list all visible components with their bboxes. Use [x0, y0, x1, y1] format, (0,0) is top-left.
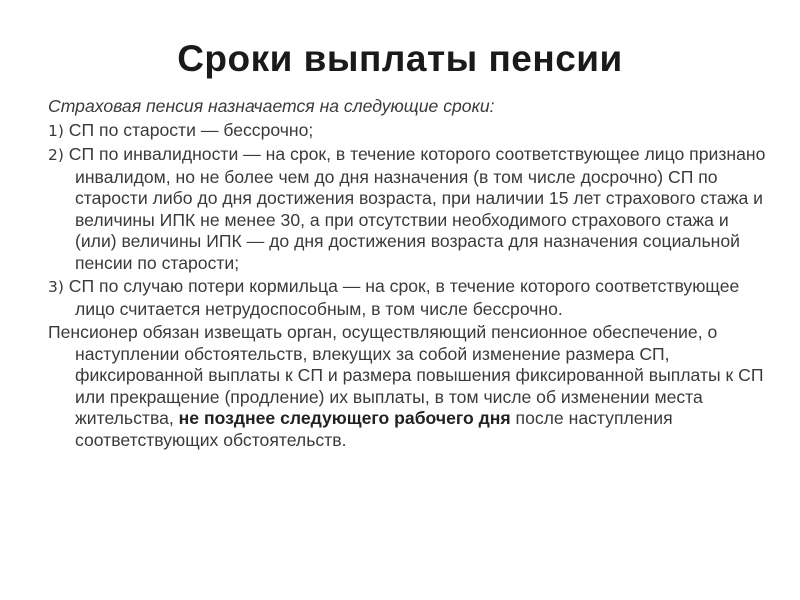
- list-item: [48, 144, 768, 274]
- intro-text: Страховая пенсия назначается на следующие сроки:: [48, 96, 495, 116]
- list-item: [48, 120, 768, 143]
- slide-title: Сроки выплаты пенсии: [177, 38, 623, 79]
- list-item-text: СП по инвалидности — на срок, в течение которого соответствующее лицо признано инвалидом, но не более чем до дня назначения (в том числе досрочно) СП по старости либо до дня достижения возраста, при наличии 15 лет страхового стажа и величины ИПК не менее 30, а при отсутствии необходимого страхового стажа и (или) величины ИПК — до дня достижения возраста для назначения социальной пенсии по старости;: [63, 144, 766, 273]
- list-item-text: СП по случаю потери кормильца — на срок, в течение которого соответствующее лицо считается нетрудоспособным, в том числе бессрочно.: [63, 276, 740, 319]
- list-item-text: СП по старости — бессрочно;: [63, 119, 314, 140]
- obligation-deadline: не позднее следующего рабочего дня: [178, 408, 511, 428]
- list-item-number: 3): [48, 278, 64, 296]
- list-item: [48, 276, 768, 320]
- obligation-text-after: после наступления соответствующих обстоятельств.: [75, 408, 673, 450]
- obligation-text-before: Пенсионер обязан извещать орган, осуществляющий пенсионное обеспечение, о наступлении обстоятельств, влекущих за собой изменение размера СП, фиксированной выплаты к СП и размера повышения фиксированной выплаты к СП или прекращение (продление) их выплаты, в том числе об изменении места жительства,: [48, 322, 764, 428]
- slide-body: [48, 96, 768, 453]
- list-item-number: 1): [48, 121, 64, 140]
- obligation-paragraph: [48, 322, 768, 451]
- list-item-number: 2): [48, 146, 64, 164]
